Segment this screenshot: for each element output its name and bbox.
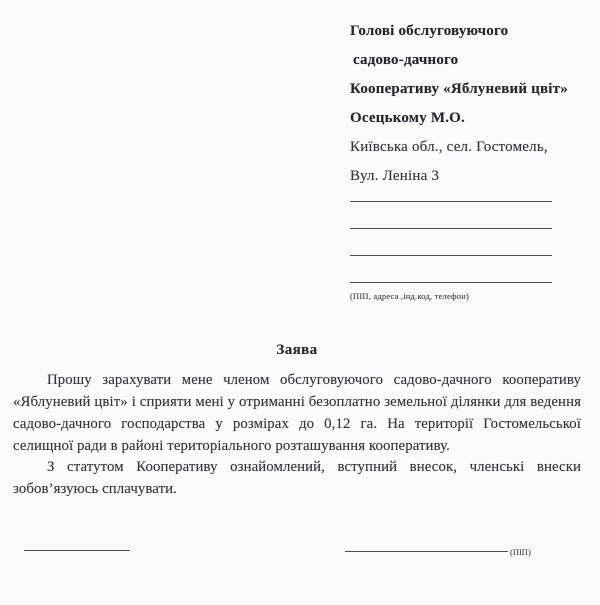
recipient-address-line: Вул. Леніна 3 bbox=[350, 168, 440, 184]
body-paragraph-1: Прошу зарахувати мене членом обслуговуючого садово-дачного кооперативу «Яблуневий цвіт» і сприяти мені у отриманні безоплатно земельної ділянки для ведення садово-дачного господарства у розмірах до 0,12 га. На території Гостомельської селищної ради в районі територіального розташування кооперативу. bbox=[13, 372, 581, 454]
signature-line-right bbox=[345, 551, 508, 552]
blank-fill-line bbox=[350, 255, 552, 256]
recipient-block bbox=[350, 17, 590, 191]
recipient-line: Голові обслуговуючого bbox=[350, 23, 509, 39]
blank-fill-line bbox=[350, 201, 552, 202]
blank-fill-line bbox=[350, 282, 552, 283]
recipient-line: Осецькому М.О. bbox=[350, 110, 465, 126]
signature-right-group bbox=[345, 546, 531, 557]
document-title: Заява bbox=[276, 342, 318, 358]
recipient-line: садово-дачного bbox=[353, 52, 459, 68]
recipient-line: Кооперативу «Яблуневий цвіт» bbox=[350, 81, 568, 97]
blank-fill-line bbox=[350, 228, 552, 229]
recipient-address-line: Київська обл., сел. Гостомель, bbox=[350, 139, 548, 155]
signature-line-left bbox=[24, 550, 130, 551]
signature-caption: (ПІП) bbox=[510, 546, 531, 557]
body-paragraph-2: З статутом Кооперативу ознайомлений, вступний внесок, членські внески зобов’язуюсь сплачувати. bbox=[13, 459, 581, 497]
fill-in-caption: (ПІП, адреса ,інд.код, телефон) bbox=[350, 291, 469, 301]
